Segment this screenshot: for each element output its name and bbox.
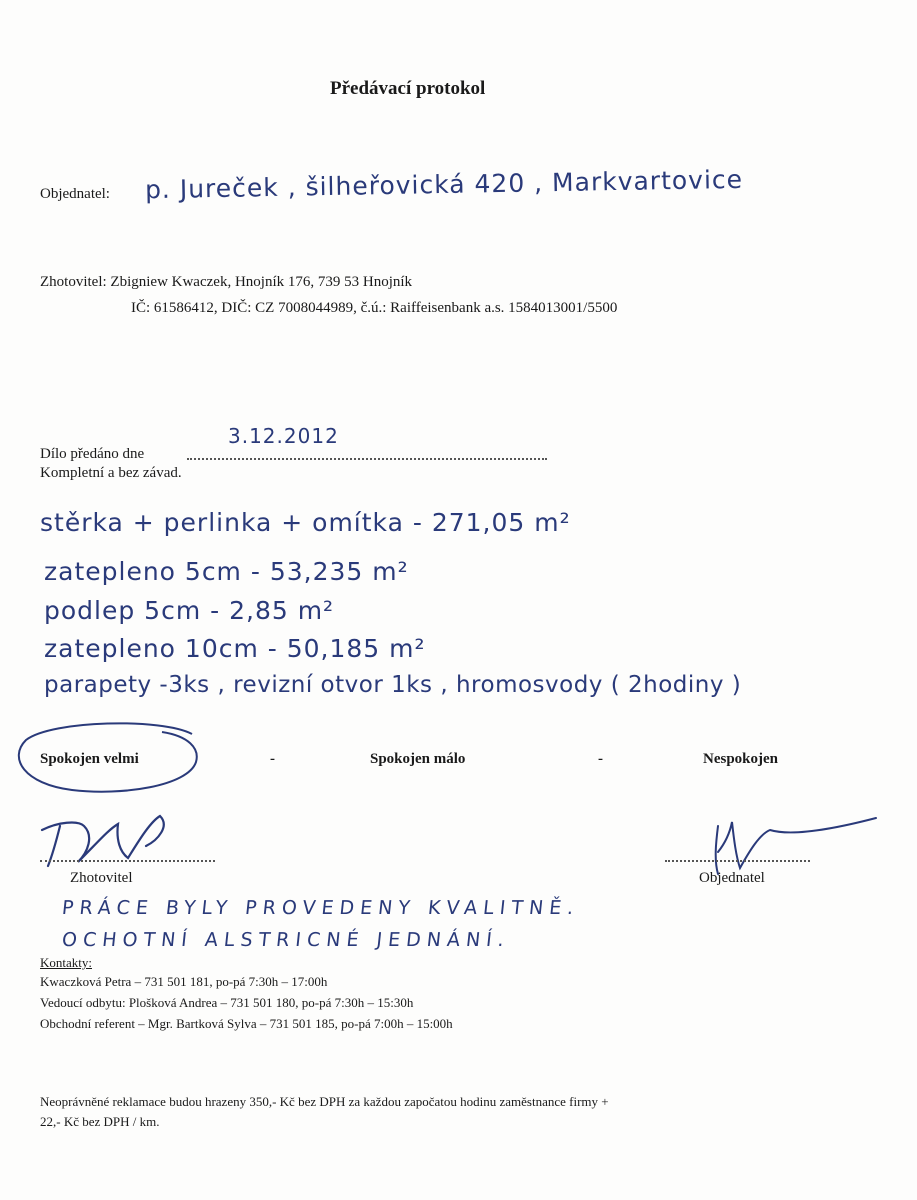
satisfaction-option-little: Spokojen málo — [370, 751, 466, 767]
contractor-signature — [38, 812, 178, 872]
stav-text: Kompletní a bez závad. — [40, 465, 182, 481]
predano-label: Dílo předáno dne — [40, 446, 145, 462]
work-item: parapety -3ks , revizní otvor 1ks , hromosvody ( 2hodiny ) — [44, 672, 742, 698]
contact-line: Obchodní referent – Mgr. Bartková Sylva – 731 501 185, po-pá 7:00h – 15:00h — [40, 1016, 453, 1031]
contacts-heading: Kontakty: — [40, 955, 92, 970]
work-item: stěrka + perlinka + omítka - 271,05 m² — [40, 508, 571, 537]
work-item: podlep 5cm - 2,85 m² — [44, 596, 335, 625]
footer-note: 22,- Kč bez DPH / km. — [40, 1114, 160, 1129]
work-item: zatepleno 5cm - 53,235 m² — [44, 557, 409, 586]
satisfaction-dash: - — [270, 751, 275, 767]
comment-line: PRÁCE BYLY PROVEDENY KVALITNĚ. — [60, 897, 581, 919]
contact-line: Kwaczková Petra – 731 501 181, po-pá 7:30h – 17:00h — [40, 974, 328, 989]
zhotovitel-info: Zhotovitel: Zbigniew Kwaczek, Hnojník 176, 739 53 Hnojník — [40, 274, 413, 290]
work-item: zatepleno 10cm - 50,185 m² — [44, 634, 426, 663]
contractor-signature-line — [40, 860, 215, 862]
predano-date: 3.12.2012 — [228, 424, 339, 448]
objednatel-label: Objednatel: — [40, 186, 110, 202]
client-signature-line — [665, 860, 810, 862]
satisfaction-option-unsatisfied: Nespokojen — [703, 751, 779, 767]
page-title: Předávací protokol — [330, 78, 486, 99]
client-label: Objednatel — [699, 870, 765, 886]
contractor-label: Zhotovitel — [70, 870, 133, 886]
satisfaction-option-very: Spokojen velmi — [40, 751, 139, 767]
footer-note: Neoprávněné reklamace budou hrazeny 350,- Kč bez DPH za každou započatou hodinu zaměstnance firmy + — [40, 1094, 609, 1109]
contact-line: Vedoucí odbytu: Plošková Andrea – 731 501 180, po-pá 7:30h – 15:30h — [40, 995, 414, 1010]
satisfaction-dash: - — [598, 751, 603, 767]
comment-line: OCHOTNÍ ALSTRICNÉ JEDNÁNÍ. — [60, 929, 511, 951]
date-dotted-line — [187, 458, 547, 460]
zhotovitel-ids: IČ: 61586412, DIČ: CZ 7008044989, č.ú.: Raiffeisenbank a.s. 1584013001/5500 — [131, 300, 618, 316]
objednatel-handwritten: p. Jureček , šilheřovická 420 , Markvartovice — [144, 164, 744, 205]
